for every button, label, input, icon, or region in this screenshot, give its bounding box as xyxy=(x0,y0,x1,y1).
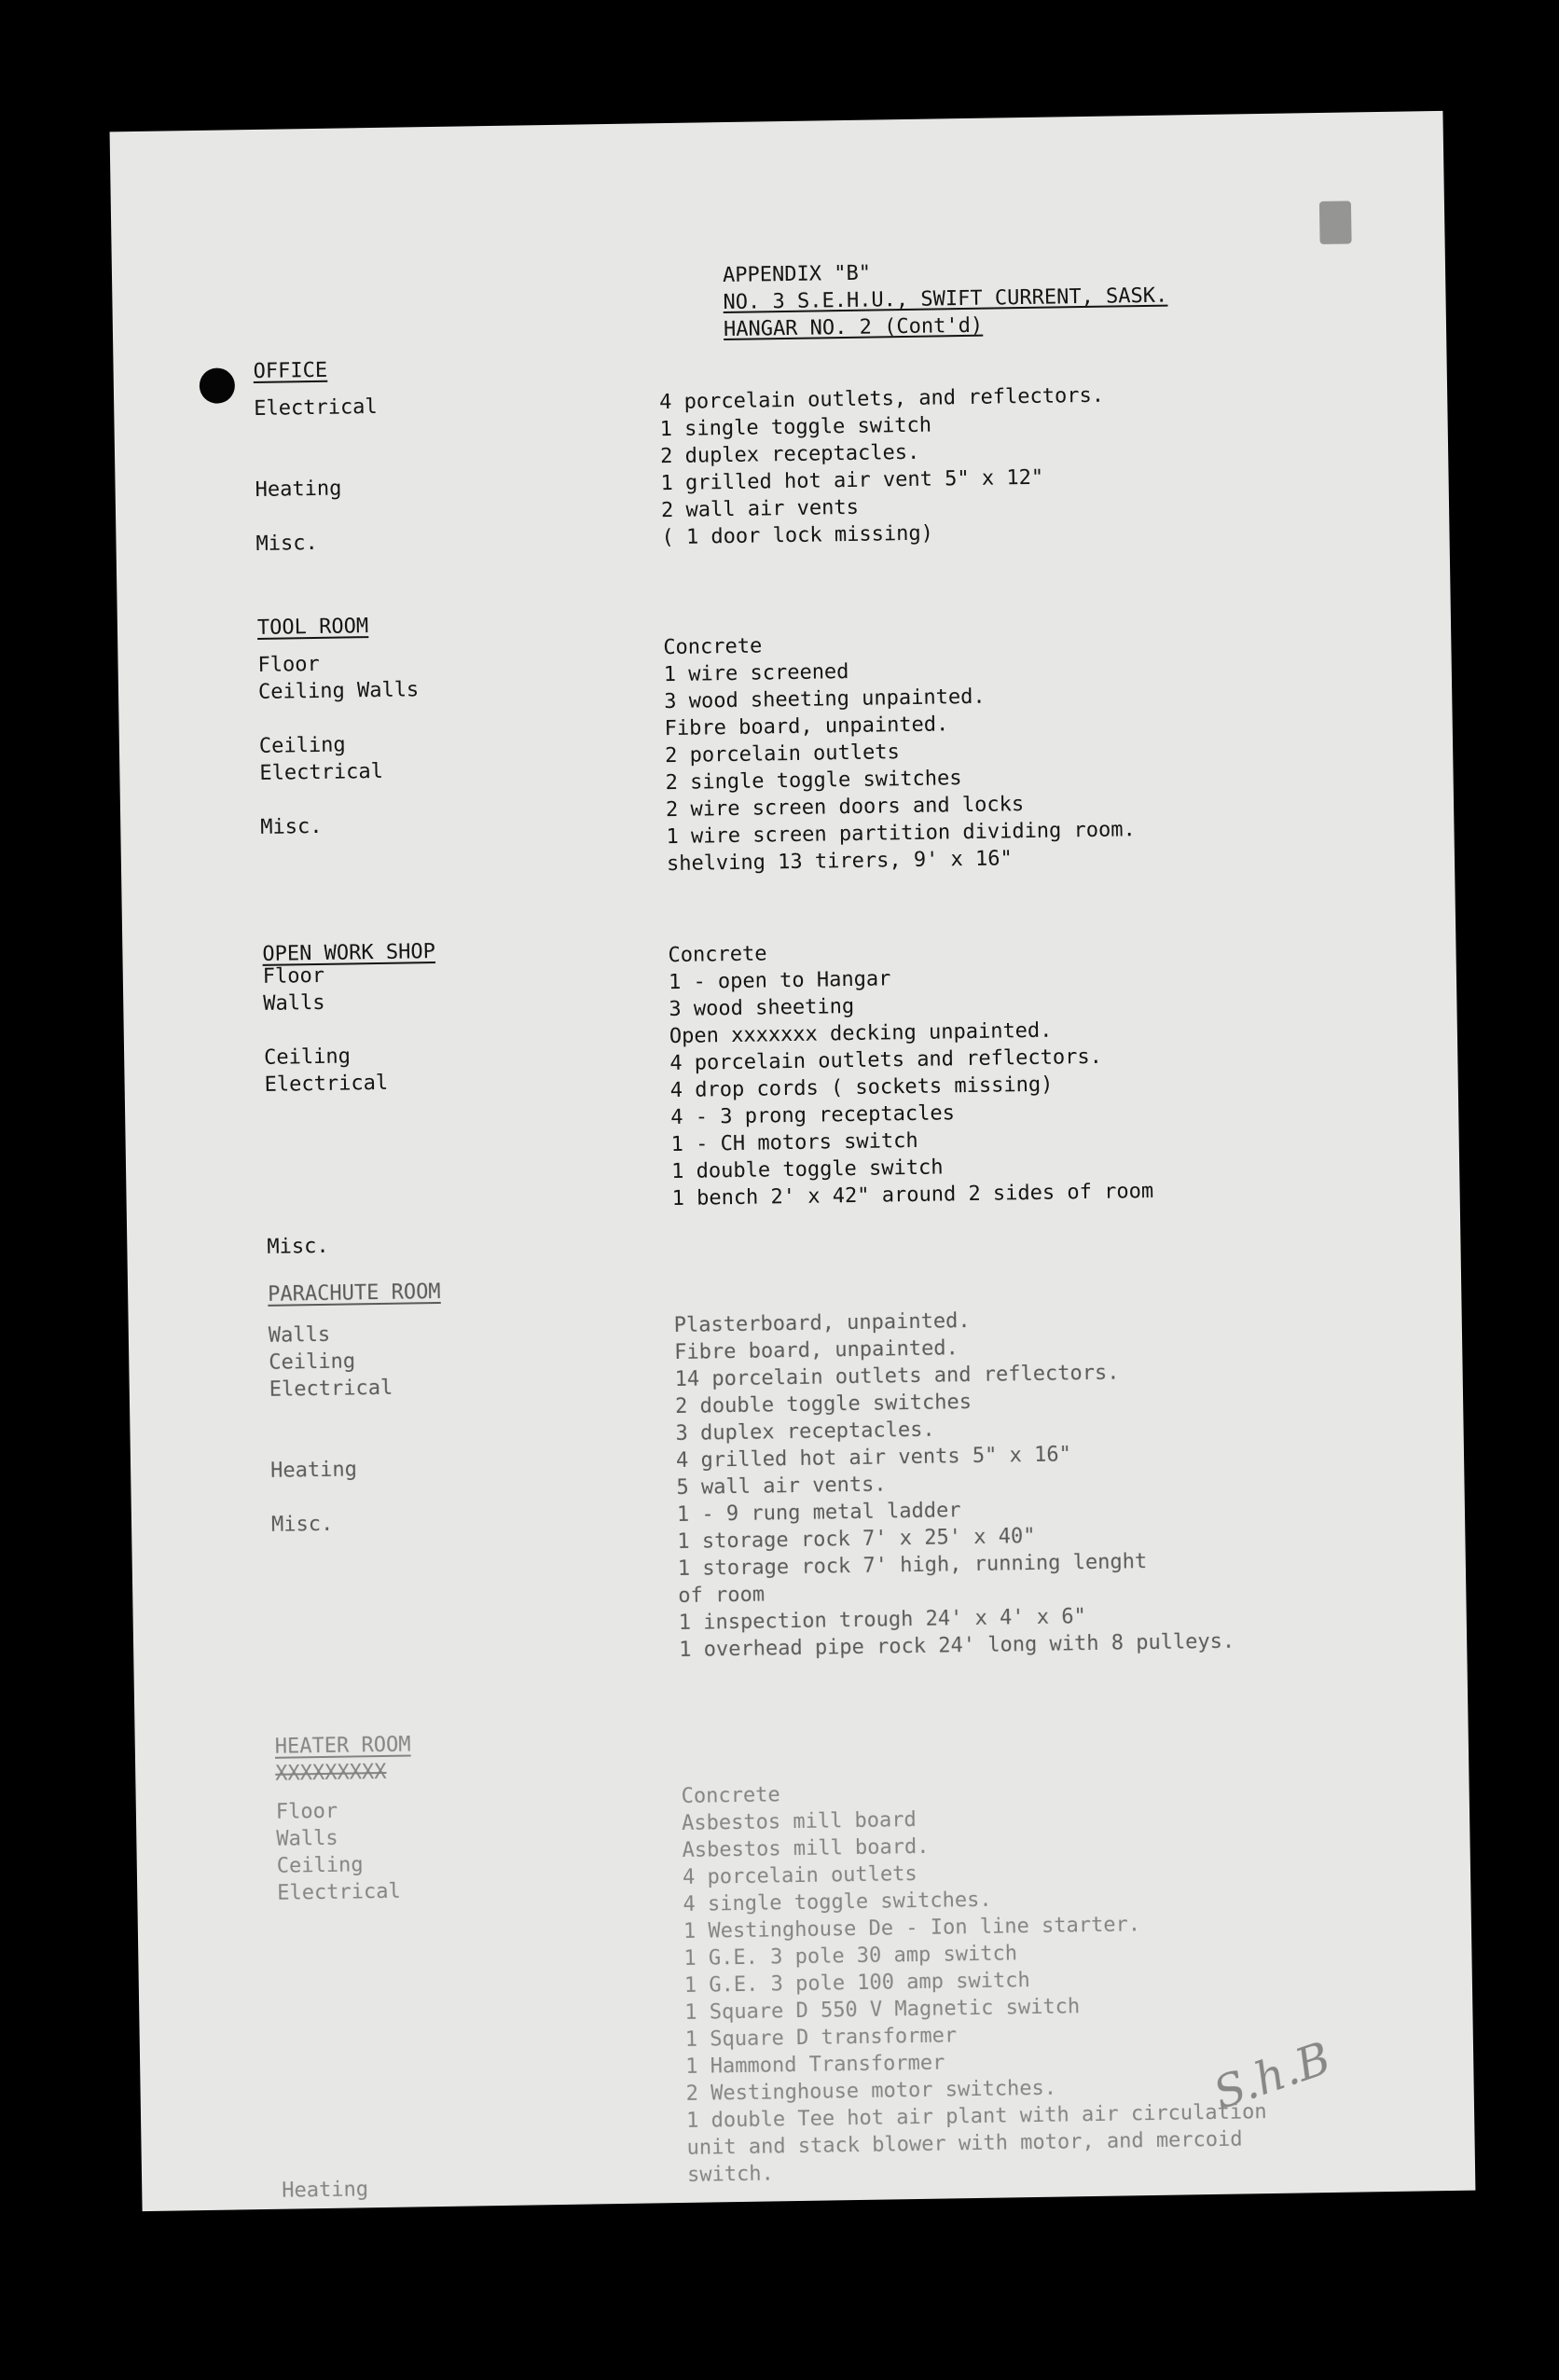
list-item: unit and stack blower with motor, and mercoid xyxy=(686,2127,1243,2160)
label: Heating xyxy=(282,2178,369,2203)
struck-out-title: XXXXXXXXX xyxy=(275,1760,387,1786)
list-item: 1 wire screen partition dividing room. xyxy=(666,818,1136,850)
section-labels xyxy=(257,647,568,841)
list-item: 1 double Tee hot air plant with air circulation xyxy=(685,2100,1267,2133)
document-header xyxy=(723,256,1168,343)
list-item: 1 - 9 rung metal ladder xyxy=(676,1499,961,1527)
list-item: 2 wire screen doors and locks xyxy=(665,793,1025,823)
label: Floor xyxy=(257,652,321,677)
section-title: HEATER ROOM xyxy=(274,1733,411,1759)
label: Electrical xyxy=(269,1376,393,1402)
list-item: 4 porcelain outlets xyxy=(682,1861,917,1889)
list-item: 1 Square D 550 V Magnetic switch xyxy=(684,1995,1081,2025)
label: Ceiling xyxy=(276,1853,364,1878)
section-open-work-shop xyxy=(262,922,1437,1259)
list-item: switch. xyxy=(686,2162,774,2187)
list-item: 14 porcelain outlets and reflectors. xyxy=(674,1361,1120,1392)
list-item: 1 Westinghouse De - Ion line starter. xyxy=(683,1913,1141,1944)
label: Walls xyxy=(276,1826,338,1851)
list-item: Fibre board, unpainted. xyxy=(664,713,949,741)
header-line-2: NO. 3 S.E.H.U., SWIFT CURRENT, SASK. xyxy=(723,284,1168,315)
list-item: 2 porcelain outlets xyxy=(664,740,900,768)
header-line-3: HANGAR NO. 2 (Cont'd) xyxy=(723,313,984,342)
list-item: 3 wood sheeting xyxy=(669,994,855,1022)
section-items xyxy=(659,377,1427,551)
list-item: 2 wall air vents xyxy=(660,495,860,523)
list-item: 3 wood sheeting unpainted. xyxy=(664,685,986,714)
label: Misc. xyxy=(260,814,323,839)
list-item: 1 single toggle switch xyxy=(659,413,932,442)
list-item: Fibre board, unpainted. xyxy=(674,1336,959,1365)
section-items xyxy=(663,622,1431,878)
list-item: Concrete xyxy=(681,1783,780,1808)
section-labels xyxy=(269,1318,580,1539)
section-title: TOOL ROOM xyxy=(256,615,369,640)
label: Ceiling xyxy=(263,1045,352,1070)
list-item: 4 grilled hot air vents 5" x 16" xyxy=(675,1443,1072,1474)
label: Heating xyxy=(269,1458,358,1483)
list-item: 1 overhead pipe rock 24' long with 8 pulleys. xyxy=(679,1629,1235,1662)
list-item: 1 Hammond Transformer xyxy=(685,2051,945,2079)
label: Walls xyxy=(268,1322,331,1348)
label: Walls xyxy=(263,990,325,1016)
list-item: 1 wire screened xyxy=(663,659,849,687)
list-item: 1 G.E. 3 pole 100 amp switch xyxy=(683,1969,1030,1998)
list-item: 1 grilled hot air vent 5" x 12" xyxy=(660,465,1044,496)
label: Electrical xyxy=(277,1879,401,1905)
label: Misc. xyxy=(255,531,318,556)
list-item: Asbestos mill board xyxy=(681,1808,917,1835)
list-item: 2 double toggle switches xyxy=(674,1391,973,1419)
list-item: 1 bench 2' x 42" around 2 sides of room xyxy=(671,1179,1154,1211)
list-item: 2 duplex receptacles. xyxy=(659,440,920,469)
section-title: OPEN WORK SHOP xyxy=(262,939,436,966)
section-title: PARACHUTE ROOM xyxy=(267,1280,441,1307)
list-item: 2 Westinghouse motor switches. xyxy=(685,2076,1057,2106)
list-item: 5 wall air vents. xyxy=(676,1473,887,1500)
list-item: 4 porcelain outlets, and reflectors. xyxy=(659,383,1105,415)
section-labels xyxy=(276,1794,590,2205)
section-parachute-room xyxy=(267,1263,1442,1662)
list-item: 1 Square D transformer xyxy=(684,2024,958,2052)
label: Electrical xyxy=(259,759,384,785)
section-title: OFFICE xyxy=(253,358,328,383)
list-item: 4 drop cords ( sockets missing) xyxy=(669,1072,1054,1103)
label: Floor xyxy=(262,963,325,989)
list-item: 4 - 3 prong receptacles xyxy=(670,1101,956,1130)
section-items xyxy=(668,930,1436,1212)
label: Misc. xyxy=(270,1512,334,1537)
label: Heating xyxy=(255,477,342,502)
list-item: 1 inspection trough 24' x 4' x 6" xyxy=(678,1605,1087,1635)
list-item: shelving 13 tirers, 9' x 16" xyxy=(666,847,1014,877)
section-labels xyxy=(254,391,564,558)
list-item: 1 - CH motors switch xyxy=(670,1128,918,1157)
list-item: Plasterboard, unpainted. xyxy=(673,1309,971,1338)
list-item: 1 G.E. 3 pole 30 amp switch xyxy=(683,1942,1018,1971)
section-items xyxy=(681,1771,1452,2189)
label: Electrical xyxy=(254,394,378,421)
list-item: of room xyxy=(678,1583,766,1608)
list-item: Concrete xyxy=(668,942,767,968)
label: Ceiling xyxy=(269,1349,356,1375)
list-item: Open xxxxxxx decking unpainted. xyxy=(669,1018,1053,1049)
document-page xyxy=(110,111,1476,2211)
label: Ceiling xyxy=(258,733,346,758)
list-item: 3 duplex receptacles. xyxy=(675,1418,935,1446)
list-item: 4 single toggle switches. xyxy=(683,1888,992,1916)
list-item: 1 double toggle switch xyxy=(670,1155,944,1184)
list-item: 4 porcelain outlets and reflectors. xyxy=(669,1045,1103,1076)
label: Electrical xyxy=(264,1071,389,1097)
list-item: 1 - open to Hangar xyxy=(668,967,891,995)
list-item: 1 storage rock 7' high, running lenght xyxy=(677,1550,1148,1581)
list-item: Asbestos mill board. xyxy=(682,1834,930,1862)
section-items xyxy=(674,1300,1444,1664)
list-item: Concrete xyxy=(663,634,763,660)
list-item: 1 storage rock 7' x 25' x 40" xyxy=(677,1524,1036,1554)
list-item: ( 1 door lock missing) xyxy=(661,521,934,550)
header-line-1: APPENDIX "B" xyxy=(722,261,872,288)
section-office xyxy=(253,339,1428,556)
section-tool-room xyxy=(256,596,1432,877)
label: Misc. xyxy=(267,1234,329,1259)
label: Ceiling Walls xyxy=(257,678,420,704)
list-item: 2 single toggle switches xyxy=(665,767,962,796)
label: Floor xyxy=(275,1799,338,1824)
handwritten-initials: S.h.B xyxy=(1207,2031,1337,2121)
section-labels xyxy=(263,959,575,1261)
